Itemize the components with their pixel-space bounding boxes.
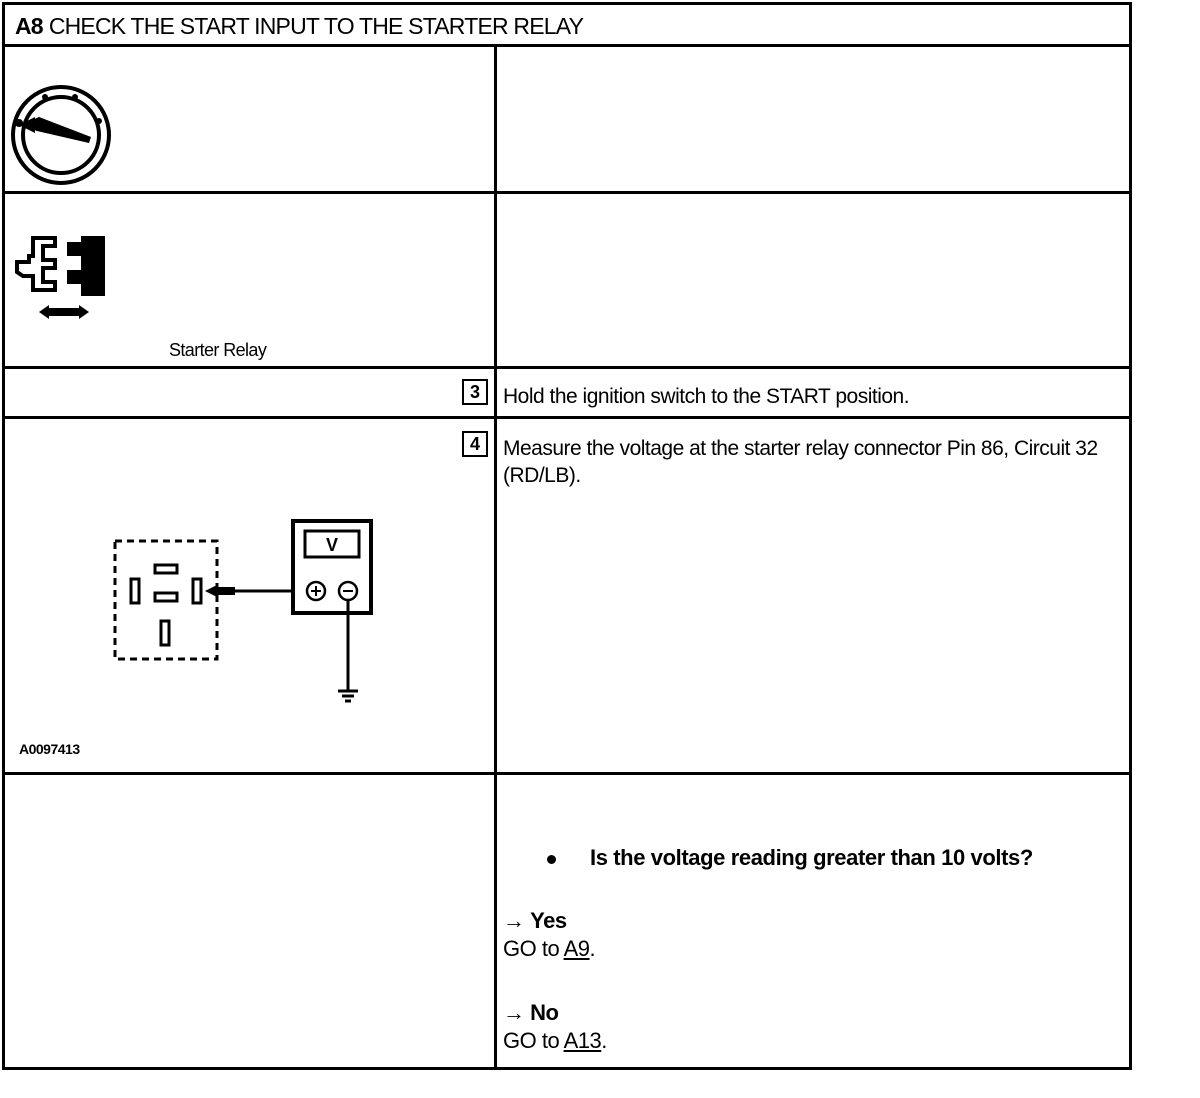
relay-figure-cell — [5, 194, 497, 366]
ignition-switch-icon — [9, 81, 119, 191]
procedure-title — [15, 13, 583, 40]
relay-row — [5, 194, 1129, 369]
arrow-right-icon: → — [503, 908, 525, 933]
no-answer — [503, 999, 607, 1055]
yes-goto-text: GO to — [503, 936, 560, 961]
question-left-cell — [5, 775, 497, 1067]
step3-left-cell — [5, 369, 497, 416]
yes-answer — [503, 907, 595, 963]
no-period: . — [601, 1028, 607, 1053]
step-title: CHECK THE START INPUT TO THE STARTER RELAY — [48, 13, 584, 39]
connector-pin — [155, 593, 177, 601]
question-text-cell — [497, 775, 1129, 1067]
relay-caption: Starter Relay — [169, 340, 267, 360]
connector-disconnect-icon — [9, 232, 119, 332]
question — [547, 845, 1033, 871]
procedure-table — [2, 2, 1132, 1070]
step4-row — [5, 419, 1129, 775]
yes-label: Yes — [530, 908, 567, 933]
yes-period: . — [589, 936, 596, 961]
voltmeter-diagram — [105, 515, 405, 715]
header-row — [5, 5, 1129, 47]
link-a9[interactable]: A9 — [563, 936, 590, 961]
question-row — [5, 775, 1129, 1067]
step3-text: Hold the ignition switch to the START position. — [503, 385, 910, 408]
step4-text: Measure the voltage at the starter relay connector Pin 86, Circuit 32 (RD/LB). — [503, 437, 1098, 487]
connector-pin — [131, 579, 139, 603]
step4-figure-cell — [5, 419, 497, 772]
step-id: A8 — [15, 13, 43, 39]
connector-pin — [155, 565, 177, 573]
step3-number-box: 3 — [462, 379, 488, 405]
step3-row — [5, 369, 1129, 419]
ignition-text-cell — [497, 47, 1129, 191]
step3-text-cell — [497, 369, 1129, 416]
no-goto-text: GO to — [503, 1028, 560, 1053]
question-text: Is the voltage reading greater than 10 volts? — [590, 845, 1033, 870]
ignition-figure-cell — [5, 47, 497, 191]
voltmeter-label: V — [325, 535, 339, 555]
arrow-right-icon: → — [503, 1000, 525, 1025]
step4-text-cell — [497, 419, 1129, 772]
connector-pin — [161, 621, 169, 645]
figure-id: A0097413 — [19, 741, 80, 757]
bullet-icon — [547, 855, 556, 864]
ignition-row — [5, 47, 1129, 194]
step4-number-box: 4 — [462, 431, 488, 457]
relay-text-cell — [497, 194, 1129, 366]
link-a13[interactable]: A13 — [563, 1028, 602, 1053]
no-label: No — [530, 1000, 559, 1025]
connector-pin — [193, 579, 201, 603]
